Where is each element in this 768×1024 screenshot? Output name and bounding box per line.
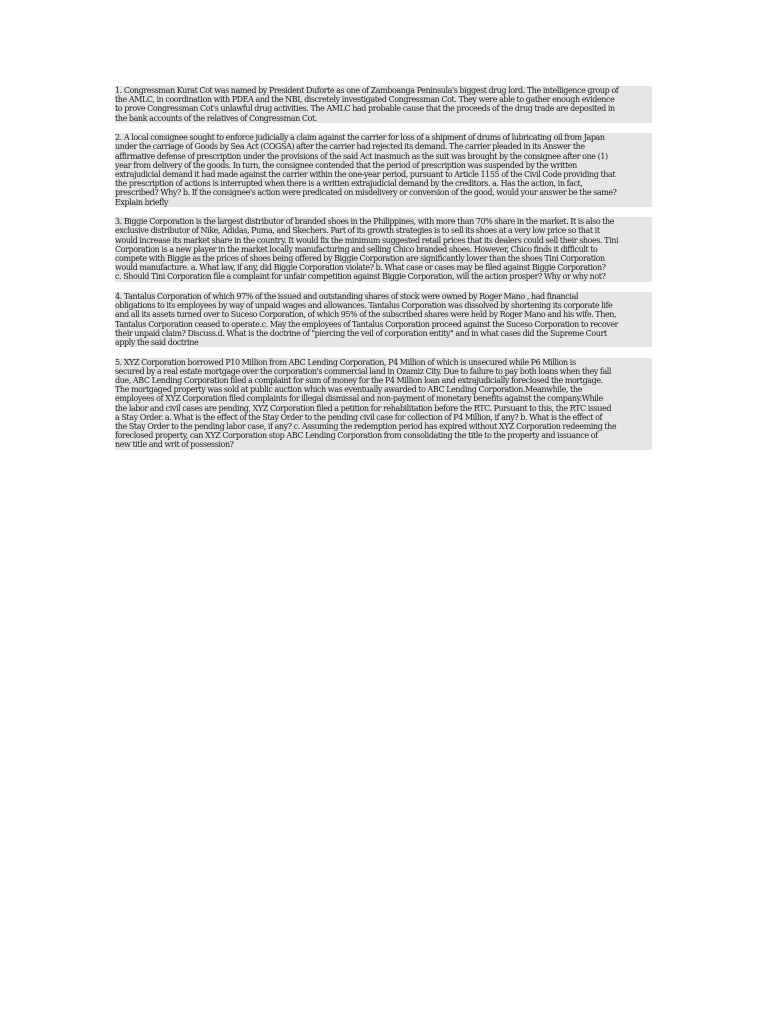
text-line: 3. Biggie Corporation is the largest distributor of branded shoes in the Philippines, with more than 70% share in the market. It is also the (115, 217, 652, 226)
text-line: the AMLC, in coordination with PDEA and the NBI, discretely investigated Congressman Cot. They were able to gather enough evidence (115, 95, 652, 104)
text-line: new title and writ of possession? (115, 440, 652, 449)
text-line: to prove Congressman Cot's unlawful drug activities. The AMLC had probable cause that the proceeds of the drug trade are deposited in (115, 104, 652, 113)
text-line: affirmative defense of prescription under the provisions of the said Act inasmuch as the suit was brought by the consignee after one (1) (115, 152, 652, 161)
text-line: due, ABC Lending Corporation filed a complaint for sum of money for the P4 Million loan and extrajudicially foreclosed the mortgage. (115, 376, 652, 385)
text-line: Tantalus Corporation ceased to operate.c. May the employees of Tantalus Corporation proceed against the Suceso Corporation to recover (115, 320, 652, 329)
text-line: apply the said doctrine (115, 338, 652, 347)
text-line: 1. Congressman Kurat Cot was named by President Duforte as one of Zamboanga Peninsula's biggest drug lord. The intelligence group of (115, 86, 652, 95)
document-body (115, 86, 652, 460)
question-3 (115, 217, 652, 281)
text-line: exclusive distributor of Nike, Adidas, Puma, and Skechers. Part of its growth strategies is to sell its shoes at a very low price so that it (115, 226, 652, 235)
text-line: the bank accounts of the relatives of Congressman Cot. (115, 114, 652, 123)
text-line: and all its assets turned over to Suceso Corporation, of which 95% of the subscribed shares were held by Roger Mano and his wife. Then, (115, 310, 652, 319)
question-1 (115, 86, 652, 123)
text-line: a Stay Order. a. What is the effect of the Stay Order to the pending civil case for collection of P4 Million, if any? b. What is the effect of (115, 413, 652, 422)
text-line: Corporation is a new player in the market locally manufacturing and selling Chico branded shoes. However, Chico finds it difficult to (115, 245, 652, 254)
text-line: 4. Tantalus Corporation of which 97% of the issued and outstanding shares of stock were owned by Roger Mano , had financial (115, 292, 652, 301)
question-4 (115, 292, 652, 347)
text-line: extrajudicial demand it had made against the carrier within the one-year period, pursuant to Article 1155 of the Civil Code providing that (115, 170, 652, 179)
question-2 (115, 133, 652, 207)
text-line: The mortgaged property was sold at public auction which was eventually awarded to ABC Lending Corporation.Meanwhile, the (115, 385, 652, 394)
text-line: prescribed? Why? b. If the consignee's action were predicated on misdelivery or conversion of the good, would your answer be the same? (115, 188, 652, 197)
text-line: the labor and civil cases are pending, XYZ Corporation filed a petition for rehabilitation before the RTC. Pursuant to this, the RTC issued (115, 404, 652, 413)
text-line: their unpaid claim? Discuss.d. What is the doctrine of "piercing the veil of corporation entity" and in what cases did the Supreme Court (115, 329, 652, 338)
text-line: under the carriage of Goods by Sea Act (COGSA) after the carrier had rejected its demand. The carrier pleaded in its Answer the (115, 142, 652, 151)
text-line: Explain briefly (115, 198, 652, 207)
text-line: year from delivery of the goods. In turn, the consignee contended that the period of prescription was suspended by the written (115, 161, 652, 170)
text-line: c. Should Tini Corporation file a complaint for unfair competition against Biggie Corporation, will the action prosper? Why or why not? (115, 272, 652, 281)
text-line: 2. A local consignee sought to enforce judicially a claim against the carrier for loss of a shipment of drums of lubricating oil from Japan (115, 133, 652, 142)
text-line: the Stay Order to the pending labor case, if any? c. Assuming the redemption period has expired without XYZ Corporation redeeming the (115, 422, 652, 431)
text-line: the prescription of actions is interrupted when there is a written extrajudicial demand by the creditors. a. Has the action, in fact, (115, 179, 652, 188)
text-line: secured by a real estate mortgage over the corporation's commercial land in Ozamiz City. Due to failure to pay both loans when they fall (115, 367, 652, 376)
text-line: 5. XYZ Corporation borrowed P10 Million from ABC Lending Corporation, P4 Million of which is unsecured while P6 Million is (115, 358, 652, 367)
text-line: compete with Biggie as the prices of shoes being offered by Biggie Corporation are significantly lower than the shoes Tini Corporation (115, 254, 652, 263)
text-line: would increase its market share in the country. It would fix the minimum suggested retail prices that its dealers could sell their shoes. Tini (115, 236, 652, 245)
text-line: would manufacture. a. What law, if any, did Biggie Corporation violate? b. What case or cases may be filed against Biggie Corporation? (115, 263, 652, 272)
text-line: foreclosed property, can XYZ Corporation stop ABC Lending Corporation from consolidating the title to the property and issuance of (115, 431, 652, 440)
text-line: obligations to its employees by way of unpaid wages and allowances. Tantalus Corporation was dissolved by shortening its corporate life (115, 301, 652, 310)
question-5 (115, 358, 652, 450)
text-line: employees of XYZ Corporation filed complaints for illegal dismissal and non-payment of monetary benefits against the company.While (115, 394, 652, 403)
